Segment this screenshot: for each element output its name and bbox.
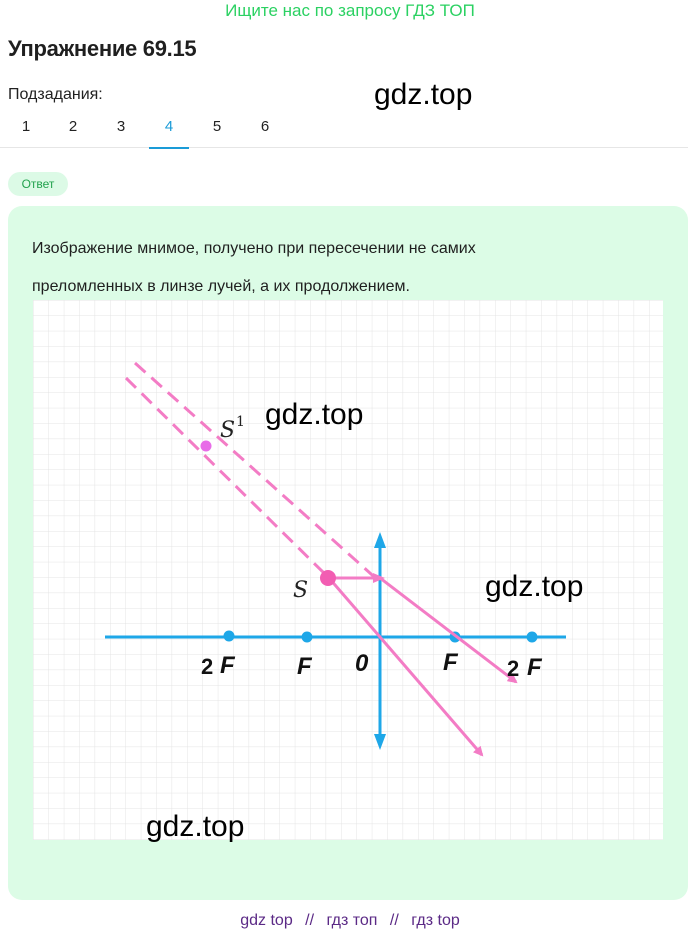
label-f-left: F <box>297 653 312 680</box>
watermark: gdz.top <box>485 570 584 603</box>
tab-6[interactable]: 6 <box>260 118 270 135</box>
subtask-tabs <box>0 110 688 148</box>
point-2f-left <box>224 631 235 642</box>
footer-link-3[interactable]: гдз top <box>411 912 460 929</box>
tab-4[interactable]: 4 <box>149 110 189 148</box>
tab-1[interactable]: 1 <box>21 118 31 135</box>
watermark: gdz.top <box>265 398 364 431</box>
watermark: gdz.top <box>374 78 473 111</box>
label-2: 2 <box>201 654 214 679</box>
page-title: Упражнение 69.15 <box>8 36 197 61</box>
label-f-2f-right: F <box>527 654 542 681</box>
footer-links <box>0 912 700 930</box>
label-s-image: S <box>220 418 236 443</box>
label-s-source: S <box>293 578 309 603</box>
answer-text-line-2: преломленных в линзе лучей, а их продолжением. <box>32 278 410 295</box>
label-f-right: F <box>443 649 458 676</box>
source-point <box>320 570 336 586</box>
image-point <box>201 441 212 452</box>
tab-5[interactable]: 5 <box>212 118 222 135</box>
label-origin: 0 <box>355 650 369 677</box>
watermark: gdz.top <box>146 810 245 843</box>
footer-separator: // <box>389 912 399 929</box>
answer-badge: Ответ <box>8 172 68 196</box>
footer-separator: // <box>305 912 315 929</box>
subtasks-label: Подзадания: <box>8 86 103 103</box>
point-2f-right <box>527 632 538 643</box>
label-2-right: 2 <box>507 656 520 681</box>
label-s-image-sup: 1 <box>236 414 245 430</box>
label-f-2f-left: F <box>220 652 235 679</box>
point-f-left <box>302 632 313 643</box>
footer-link-1[interactable]: gdz top <box>240 912 293 929</box>
footer-link-2[interactable]: гдз топ <box>326 912 378 929</box>
tab-3[interactable]: 3 <box>116 118 126 135</box>
answer-text-line-1: Изображение мнимое, получено при пересечении не самих <box>32 240 476 257</box>
answer-text <box>32 230 672 306</box>
top-banner: Ищите нас по запросу ГДЗ ТОП <box>225 1 475 20</box>
tab-2[interactable]: 2 <box>68 118 78 135</box>
